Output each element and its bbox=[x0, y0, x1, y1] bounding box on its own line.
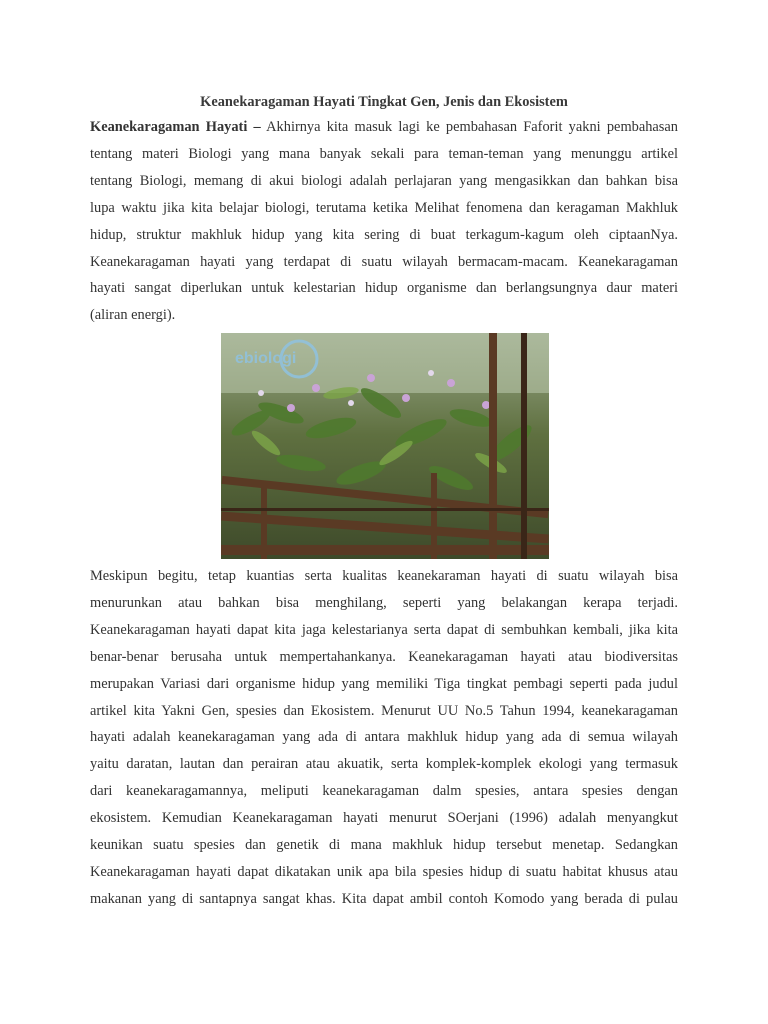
orchid-garden-photo bbox=[221, 333, 549, 559]
photo-watermark: ebiologi bbox=[235, 350, 297, 367]
paragraph-line: Keanekaragaman hayati dapat kita jaga kelestarianya serta dapat di sembuhkan kembali, jika kita bbox=[90, 621, 678, 638]
lead-term: Keanekaragaman Hayati – bbox=[90, 119, 261, 135]
paragraph-body bbox=[90, 563, 678, 913]
paragraph-line: menurunkan atau bahkan bisa menghilang, seperti yang belakangan kerapa terjadi. bbox=[90, 594, 678, 611]
paragraph-line: tentang Biologi, memang di akui biologi adalah perlajaran yang mengasikkan dan bahkan bisa bbox=[90, 172, 678, 189]
paragraph-line: keunikan suatu spesies dan genetik di mana makhluk hidup tersebut menetap. Sedangkan bbox=[90, 837, 678, 854]
document-title: Keanekaragaman Hayati Tingkat Gen, Jenis dan Ekosistem bbox=[200, 94, 568, 110]
orchid-photo-illustration bbox=[221, 333, 549, 559]
paragraph-intro bbox=[90, 114, 678, 329]
paragraph-line: artikel kita Yakni Gen, spesies dan Ekosistem. Menurut UU No.5 Tahun 1994, keanekaragaman bbox=[90, 702, 678, 719]
paragraph-line: hayati adalah keanekaragaman yang ada di antara makhluk hidup yang ada di semua wilayah bbox=[90, 729, 678, 746]
paragraph-line: lupa waktu jika kita belajar biologi, terutama ketika Melihat fenomena dan keragaman Makhluk bbox=[90, 199, 678, 216]
paragraph-line: Keanekaragaman Hayati – Akhirnya kita masuk lagi ke pembahasan Faforit yakni pembahasan bbox=[90, 119, 678, 135]
paragraph-line: tentang materi Biologi yang mana banyak sekali para teman-teman yang menunggu artikel bbox=[90, 145, 678, 162]
paragraph-line: makanan yang di santapnya sangat khas. Kita dapat ambil contoh Komodo yang berada di pulau bbox=[90, 890, 678, 907]
paragraph-line: merupakan Variasi dari organisme hidup yang memiliki Tiga tingkat pembagi seperti pada judul bbox=[90, 675, 678, 692]
paragraph-line: Keanekaragaman hayati dapat dikatakan unik apa bila spesies hidup di suatu habitat khusus atau bbox=[90, 863, 678, 880]
paragraph-line: (aliran energi). bbox=[90, 307, 176, 324]
paragraph-line: dari keanekaragamannya, meliputi keanekaragaman dalm spesies, antara spesies dengan bbox=[90, 783, 678, 800]
paragraph-line: hidup, struktur makhluk hidup yang kita sering di buat terkagum-kagum oleh ciptaanNya. bbox=[90, 226, 678, 243]
paragraph-line: Keanekaragaman hayati yang terdapat di suatu wilayah bermacam-macam. Keanekaragaman bbox=[90, 253, 678, 270]
paragraph-line: hayati sangat diperlukan untuk kelestarian hidup organisme dan berlangsungnya daur materi bbox=[90, 280, 678, 297]
paragraph-line: Meskipun begitu, tetap kuantias serta kualitas keanekaraman hayati di suatu wilayah bisa bbox=[90, 568, 678, 584]
paragraph-line: benar-benar berusaha untuk mempertahankanya. Keanekaragaman hayati atau biodiversitas bbox=[90, 648, 678, 665]
paragraph-line: yaitu daratan, lautan dan perairan atau akuatik, serta komplek-komplek ekologi yang termasuk bbox=[90, 756, 678, 773]
paragraph-line: ekosistem. Kemudian Keanekaragaman hayati menurut SOerjani (1996) adalah menyangkut bbox=[90, 810, 678, 827]
